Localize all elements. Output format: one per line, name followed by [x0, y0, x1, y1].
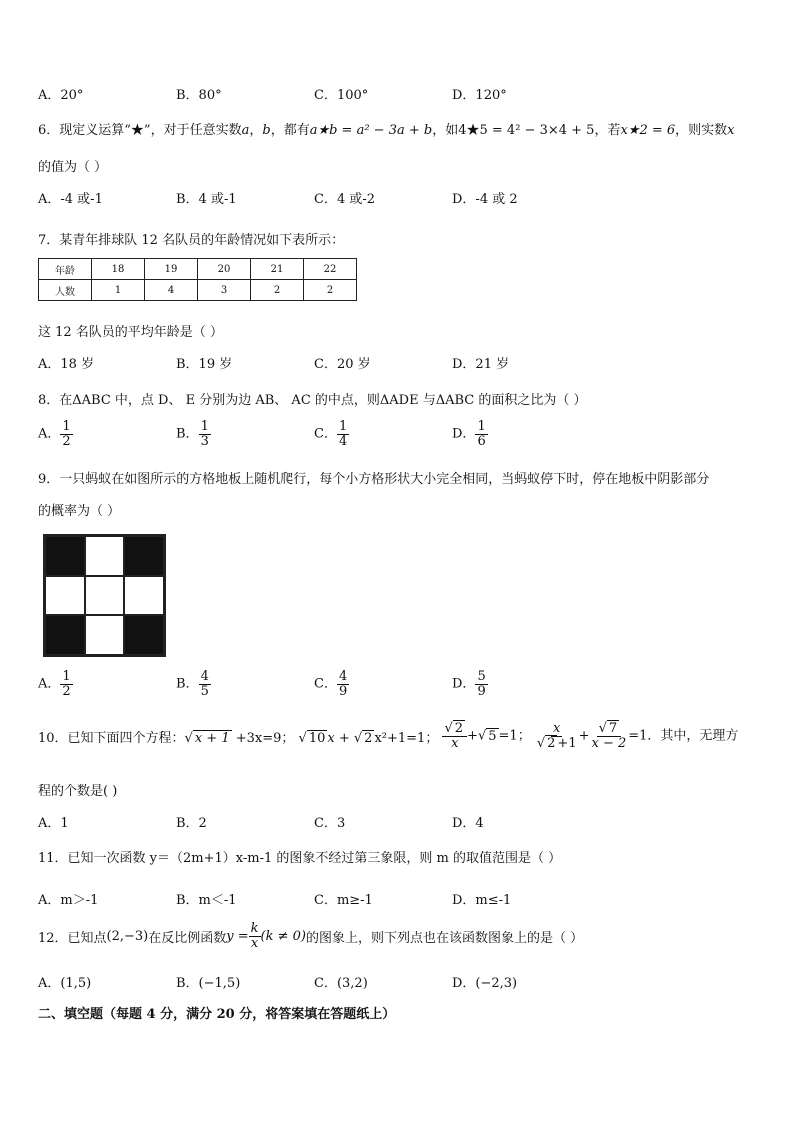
q10-stem-line2: 程的个数是( )	[38, 784, 118, 799]
equation-4: $\frac{x}{√ 2 +1}$ + $\frac{√ 7}{x - 2}$ =1．其中，无理方	[536, 721, 739, 751]
q11-option-b: B．m＜-1	[176, 893, 237, 908]
table-row	[39, 280, 357, 301]
q12-stem: 12．已知点 (2,−3) 在反比例函数 y = $\frac{k}{x}$ (k ≠ 0) 的图象上，则下列点也在该函数图象上的是（ ）	[38, 921, 584, 951]
fraction: $\frac{1}{6}$	[477, 419, 486, 449]
q8-option-a: A． $\frac{1}{2}$	[38, 419, 71, 449]
age-table	[38, 258, 357, 301]
q6-stem: 6．现定义运算“★”，对于任意实数a，b，都有a★b = a² − 3a + b，如4★5 = 4² − 3×4 + 5，若x★2 = 6，则实数x	[38, 123, 735, 138]
q7-question: 这 12 名队员的平均年龄是（ ）	[38, 325, 223, 340]
q7-stem: 7．某青年排球队 12 名队员的年龄情况如下表所示：	[38, 233, 345, 248]
q6-option-b: B．4 或-1	[176, 192, 237, 207]
blank-cell	[85, 576, 125, 616]
fraction: $\frac{1}{4}$	[338, 419, 348, 449]
q12-option-b: B．(−1,5)	[176, 976, 241, 991]
shaded-cell	[45, 536, 85, 576]
fraction: $\frac{4}{5}$	[200, 669, 209, 699]
table-cell: 3	[198, 280, 251, 301]
q5-option-d: D．120°	[452, 88, 507, 103]
q11-option-c: C．m≥-1	[314, 893, 373, 908]
blank-cell	[85, 615, 125, 655]
equation-2: √ 10 x + √ 2 x²+1=1；	[294, 730, 439, 746]
q9-option-d: D． $\frac{5}{9}$	[452, 669, 486, 699]
q12-option-a: A．(1,5)	[38, 976, 92, 991]
q5-option-b: B．80°	[176, 88, 222, 103]
q8-option-c: C． $\frac{1}{4}$	[314, 419, 348, 449]
q7-option-c: C．20 岁	[314, 357, 371, 372]
table-cell: 20	[198, 259, 251, 280]
equation-3: $\frac{√ 2}{x}$ +√ 5 =1；	[444, 721, 531, 751]
shaded-cell	[124, 536, 164, 576]
table-cell: 2	[304, 280, 357, 301]
q6-example: 4★5 = 4² − 3×4 + 5	[458, 123, 595, 138]
q9-option-a: A． $\frac{1}{2}$	[38, 669, 71, 699]
table-cell: 年龄	[39, 259, 92, 280]
q7-option-d: D．21 岁	[452, 357, 510, 372]
q12-option-c: C．(3,2)	[314, 976, 368, 991]
q9-option-b: B． $\frac{4}{5}$	[176, 669, 209, 699]
fraction: $\frac{1}{2}$	[62, 419, 71, 449]
q7-option-a: A．18 岁	[38, 357, 95, 372]
q10-stem: 10．已知下面四个方程： √ x + 1 +3x=9； √ 10 x + √ 2 x²+1=1； $\frac{√ 2}{x}$ +√ 5 =1； $\frac{x}{√ 2 +1}$ + $\frac{√ 7}{x - 2}$ =1．其中，无理方	[38, 721, 739, 751]
floor-grid-figure	[43, 534, 166, 657]
shaded-cell	[45, 615, 85, 655]
q11-stem: 11．已知一次函数 y＝（2m+1）x-m-1 的图象不经过第三象限，则 m 的取值范围是（ ）	[38, 851, 562, 866]
table-row	[39, 259, 357, 280]
q11-option-a: A．m＞-1	[38, 893, 99, 908]
q5-option-c: C．100°	[314, 88, 369, 103]
q6-definition: a★b = a² − 3a + b	[309, 123, 433, 138]
q10-option-c: C．3	[314, 816, 346, 831]
fraction: $\frac{4}{9}$	[338, 669, 348, 699]
q8-option-d: D． $\frac{1}{6}$	[452, 419, 486, 449]
q12-option-d: D．(−2,3)	[452, 976, 518, 991]
fraction: $\frac{1}{2}$	[62, 669, 71, 699]
q9-stem: 9．一只蚂蚁在如图所示的方格地板上随机爬行，每个小方格形状大小完全相同，当蚂蚁停下时，停在地板中阴影部分	[38, 472, 710, 487]
q9-stem-line2: 的概率为（ ）	[38, 504, 121, 519]
q7-option-b: B．19 岁	[176, 357, 233, 372]
table-cell: 18	[92, 259, 145, 280]
q11-option-d: D．m≤-1	[452, 893, 512, 908]
q8-option-b: B． $\frac{1}{3}$	[176, 419, 209, 449]
table-cell: 2	[251, 280, 304, 301]
q10-option-a: A．1	[38, 816, 69, 831]
q10-option-d: D．4	[452, 816, 484, 831]
q6-option-d: D．-4 或 2	[452, 192, 518, 207]
table-cell: 19	[145, 259, 198, 280]
shaded-cell	[124, 615, 164, 655]
table-cell: 1	[92, 280, 145, 301]
q8-stem: 8．在ΔABC 中，点 D、 E 分别为边 AB、 AC 的中点，则ΔADE 与ΔABC 的面积之比为（ ）	[38, 393, 587, 408]
blank-cell	[45, 576, 85, 616]
table-cell: 21	[251, 259, 304, 280]
blank-cell	[85, 536, 125, 576]
table-cell: 22	[304, 259, 357, 280]
table-cell: 4	[145, 280, 198, 301]
table-cell: 人数	[39, 280, 92, 301]
blank-cell	[124, 576, 164, 616]
fraction: $\frac{5}{9}$	[477, 669, 486, 699]
q9-option-c: C． $\frac{4}{9}$	[314, 669, 348, 699]
q6-stem-line2: 的值为（ ）	[38, 160, 108, 175]
q6-option-c: C．4 或-2	[314, 192, 376, 207]
fraction: $\frac{1}{3}$	[200, 419, 209, 449]
q5-option-a: A．20°	[38, 88, 84, 103]
equation-1: √ x + 1 +3x=9；	[184, 730, 295, 746]
q6-option-a: A．-4 或-1	[38, 192, 103, 207]
q10-option-b: B．2	[176, 816, 207, 831]
section-2-heading: 二、填空题（每题 4 分，满分 20 分，将答案填在答题纸上）	[38, 1007, 396, 1022]
